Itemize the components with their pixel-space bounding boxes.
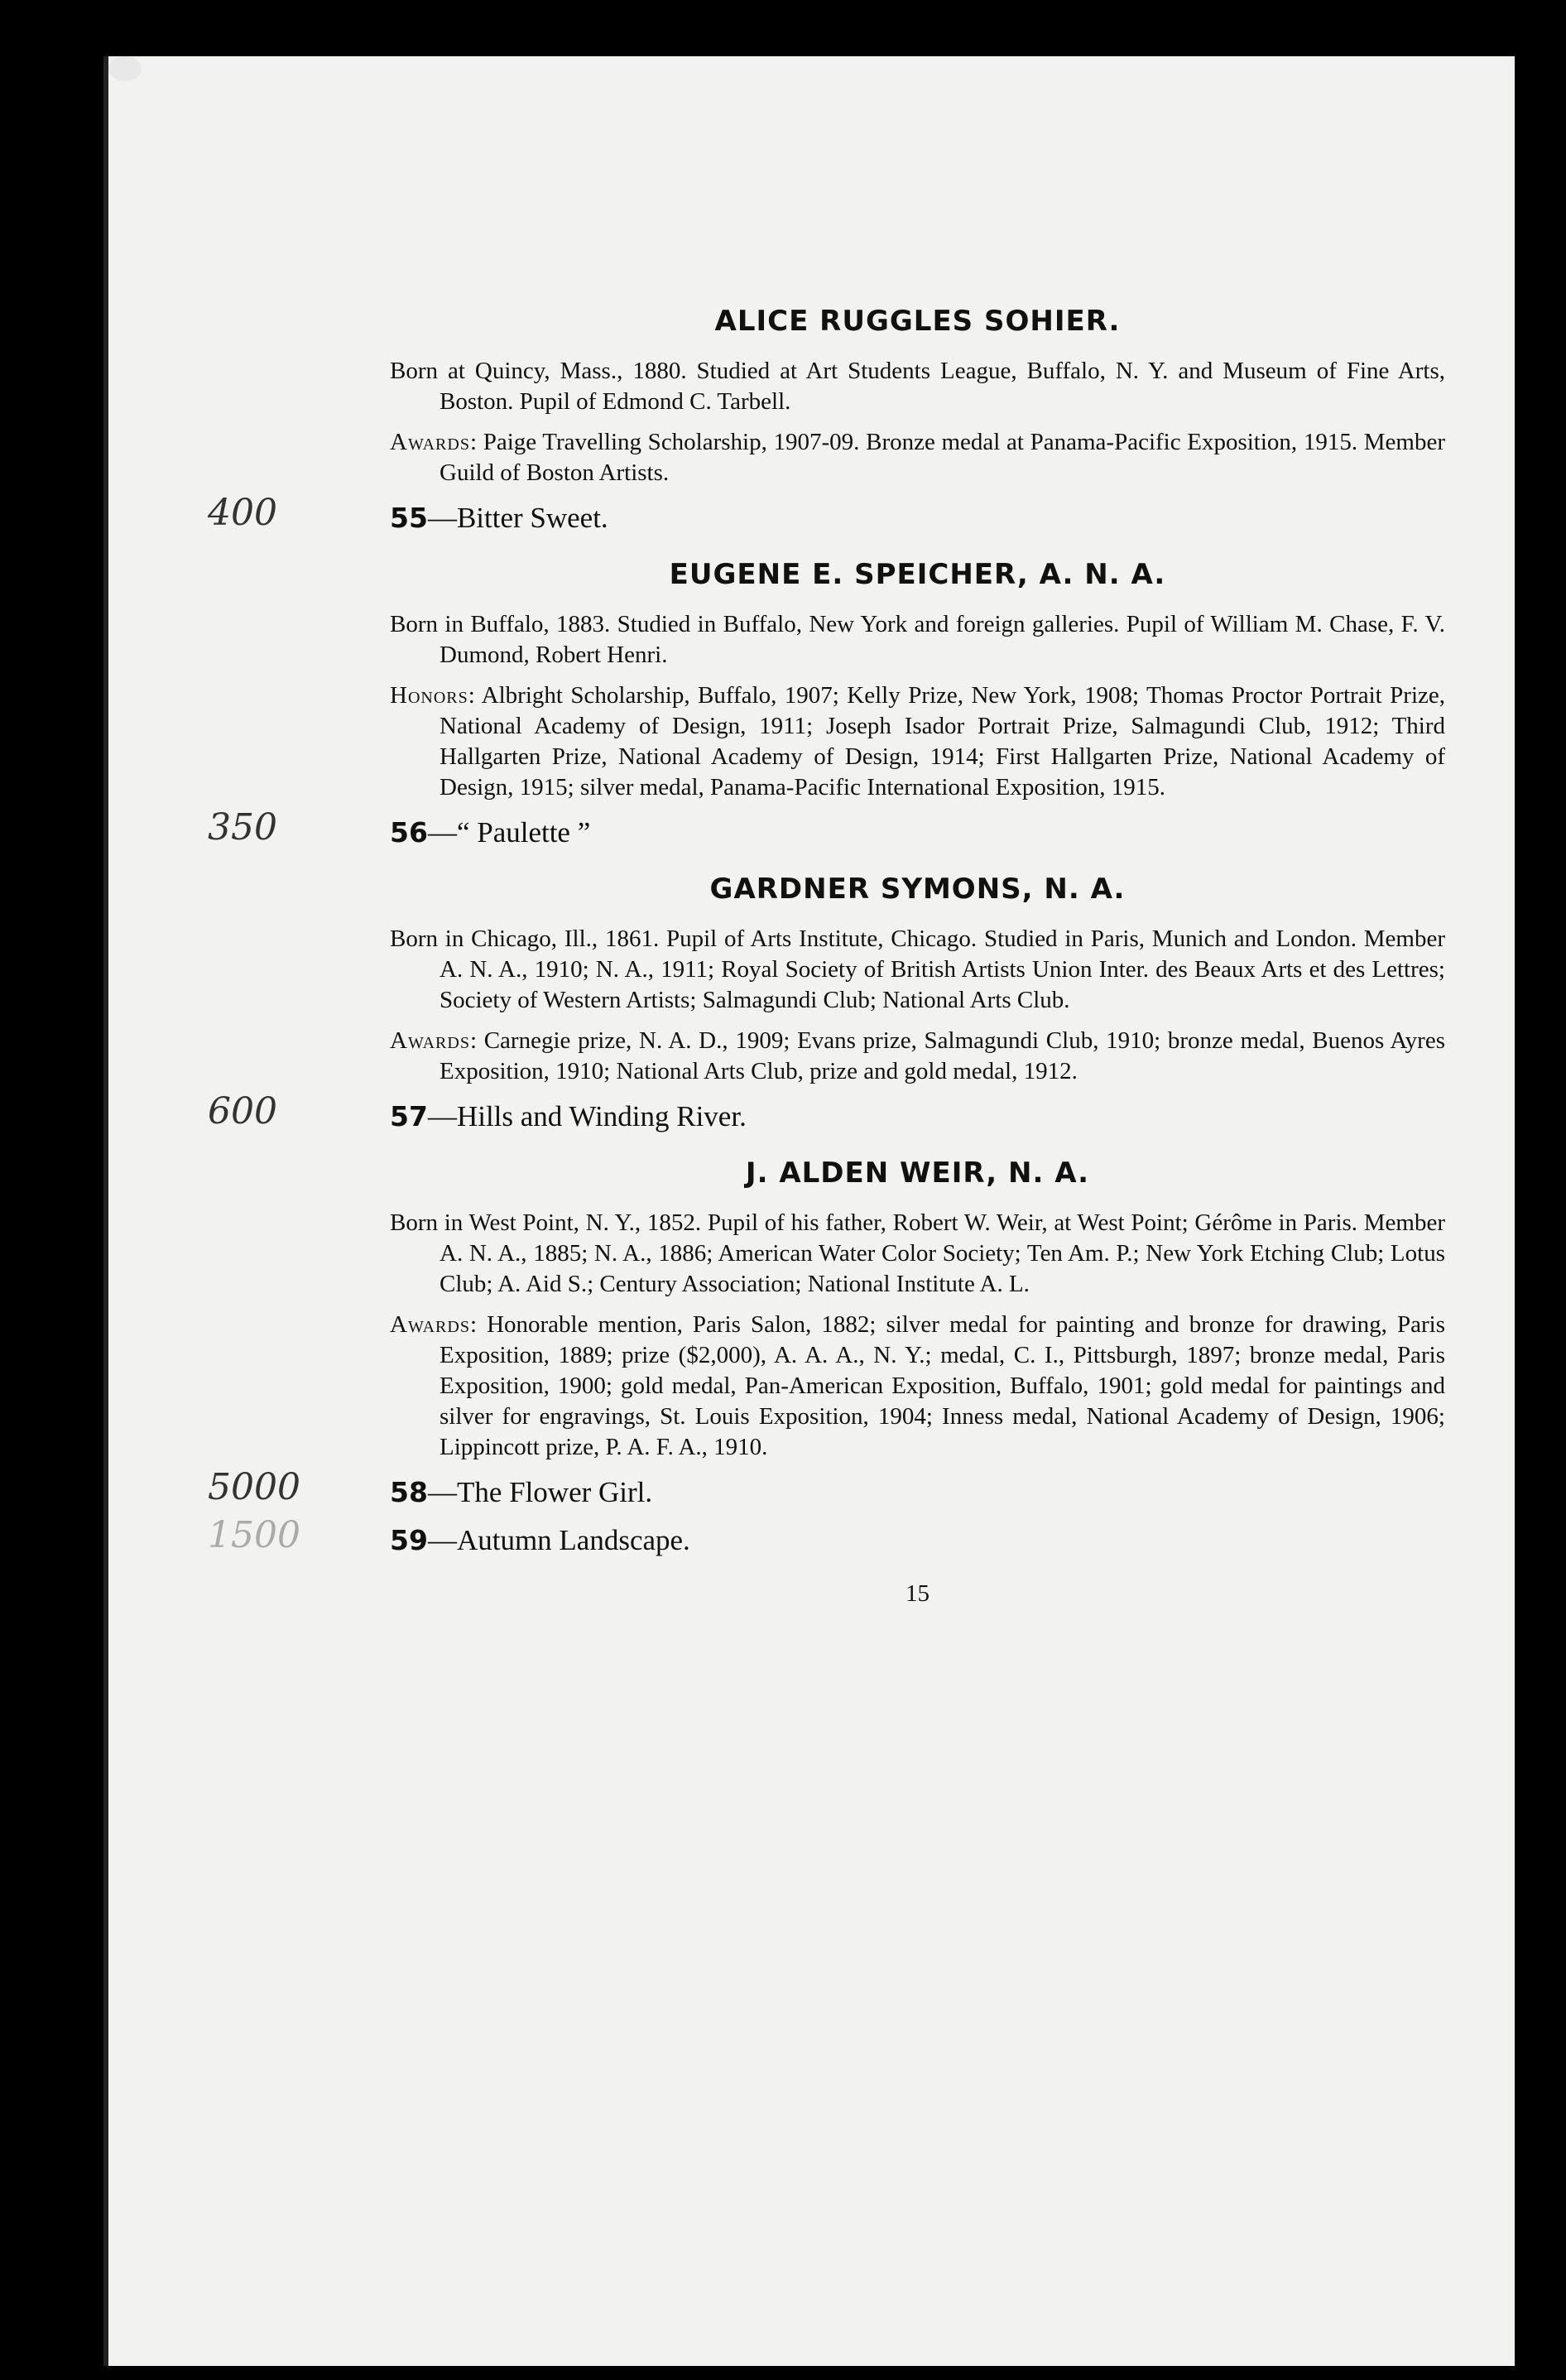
work-title: “ Paulette ” (456, 816, 591, 849)
honors-text: Albright Scholarship, Buffalo, 1907; Kelly Prize, New York, 1908; Thomas Proctor Portrait Prize, National Academy of Design, 1911; Joseph Isador Portrait Prize, Salmagundi Club, 1912; Third Hallgarten Prize, National Academy of Design, 1914; First Hallgarten Prize, National Academy of Design, 1915; silver medal, Panama-Pacific International Exposition, 1915. (440, 682, 1445, 801)
work-title: The Flower Girl. (456, 1476, 653, 1508)
artist-name: EUGENE E. SPEICHER, A. N. A. (669, 558, 1166, 591)
work-item (208, 1466, 1445, 1511)
artist-awards: Awards: Paige Travelling Scholarship, 1907-09. Bronze medal at Panama-Pacific Exposition, 1915. Member Guild of Boston Artists. (390, 429, 1445, 486)
artist-name: J. ALDEN WEIR, N. A. (745, 1156, 1090, 1190)
work-separator: — (427, 1100, 457, 1132)
artist-name: GARDNER SYMONS, N. A. (709, 873, 1126, 906)
work-number: 57 (390, 1100, 428, 1132)
artist-bio: Born in West Point, N. Y., 1852. Pupil of his father, Robert W. Weir, at West Point; Gérôme in Paris. Member A. N. A., 1885; N. A., 1886; American Water Color Society; Ten Am. P.; New York Etching Club; Lotus Club; A. Aid S.; Century Association; National Institute A. L. (390, 1209, 1445, 1297)
work-number: 55 (390, 502, 428, 534)
handwritten-price: 1500 (208, 1514, 300, 1556)
artist-awards: Awards: Carnegie prize, N. A. D., 1909; Evans prize, Salmagundi Club, 1910; bronze medal, Buenos Ayres Exposition, 1910; National Arts Club, prize and gold medal, 1912. (390, 1027, 1446, 1084)
work-title: Autumn Landscape. (456, 1524, 690, 1556)
awards-text: Honorable mention, Paris Salon, 1882; silver medal for painting and bronze for drawing, Paris Exposition, 1889; prize ($2,000), A. A. A., N. Y.; medal, C. I., Pittsburgh, 1897; bronze medal, Paris Exposition, 1900; gold medal, Pan-American Exposition, Buffalo, 1901; gold medal for paintings and silver for engravings, St. Louis Exposition, 1904; Inness medal, National Academy of Design, 1906; Lippincott prize, P. A. F. A., 1910. (440, 1311, 1445, 1460)
artist-bio: Born at Quincy, Mass., 1880. Studied at Art Students League, Buffalo, N. Y. and Museum of Fine Arts, Boston. Pupil of Edmond C. Tarbell. (390, 358, 1445, 415)
awards-label: Awards (390, 1311, 470, 1338)
catalogue-page (103, 56, 1515, 2366)
awards-text: Paige Travelling Scholarship, 1907-09. Bronze medal at Panama-Pacific Exposition, 1915. Member Guild of Boston Artists. (440, 429, 1445, 486)
artist-honors: Honors: Albright Scholarship, Buffalo, 1907; Kelly Prize, New York, 1908; Thomas Proctor Portrait Prize, National Academy of Design, 1911; Joseph Isador Portrait Prize, Salmagundi Club, 1912; Third Hallgarten Prize, National Academy of Design, 1914; First Hallgarten Prize, National Academy of Design, 1915; silver medal, Panama-Pacific International Exposition, 1915. (390, 682, 1445, 801)
work-item (208, 1090, 1445, 1135)
work-separator: — (427, 816, 457, 849)
awards-label: Awards (390, 1027, 470, 1054)
artist-awards: Awards: Honorable mention, Paris Salon, 1882; silver medal for painting and bronze for drawing, Paris Exposition, 1889; prize ($2,000), A. A. A., N. Y.; medal, C. I., Pittsburgh, 1897; bronze medal, Paris Exposition, 1900; gold medal, Pan-American Exposition, Buffalo, 1901; gold medal for paintings and silver for engravings, St. Louis Exposition, 1904; Inness medal, National Academy of Design, 1906; Lippincott prize, P. A. F. A., 1910. (390, 1311, 1445, 1460)
handwritten-price: 600 (208, 1090, 277, 1132)
ink-blot (108, 56, 142, 81)
page-content (208, 305, 1446, 1608)
work-separator: — (427, 1524, 457, 1556)
honors-label: Honors (390, 682, 468, 709)
work-item (208, 806, 1445, 851)
artist-entry (208, 1156, 1445, 1559)
work-title: Hills and Winding River. (456, 1100, 747, 1132)
work-separator: — (427, 1476, 457, 1508)
handwritten-price: 5000 (208, 1466, 300, 1508)
awards-text: Carnegie prize, N. A. D., 1909; Evans prize, Salmagundi Club, 1910; bronze medal, Buenos Ayres Exposition, 1910; National Arts Club, prize and gold medal, 1912. (440, 1027, 1446, 1084)
work-title: Bitter Sweet. (456, 502, 608, 534)
artist-bio: Born in Chicago, Ill., 1861. Pupil of Arts Institute, Chicago. Studied in Paris, Munich and London. Member A. N. A., 1910; N. A., 1911; Royal Society of British Artists Union Inter. des Beaux Arts et des Lettres; Society of Western Artists; Salmagundi Club; National Arts Club. (390, 926, 1445, 1013)
work-number: 56 (390, 816, 428, 849)
handwritten-price: 400 (208, 492, 277, 534)
work-item (208, 492, 1445, 536)
artist-entry (208, 558, 1445, 851)
artist-name: ALICE RUGGLES SOHIER. (714, 305, 1121, 338)
work-number: 59 (390, 1524, 428, 1556)
artist-entry (208, 305, 1445, 536)
work-item (208, 1514, 1445, 1559)
page-number: 15 (905, 1580, 930, 1607)
artist-entry (208, 873, 1446, 1135)
handwritten-price: 350 (208, 806, 277, 849)
awards-label: Awards (390, 429, 470, 455)
work-number: 58 (390, 1476, 428, 1508)
artist-bio: Born in Buffalo, 1883. Studied in Buffalo, New York and foreign galleries. Pupil of William M. Chase, F. V. Dumond, Robert Henri. (390, 611, 1445, 668)
work-separator: — (427, 502, 457, 534)
